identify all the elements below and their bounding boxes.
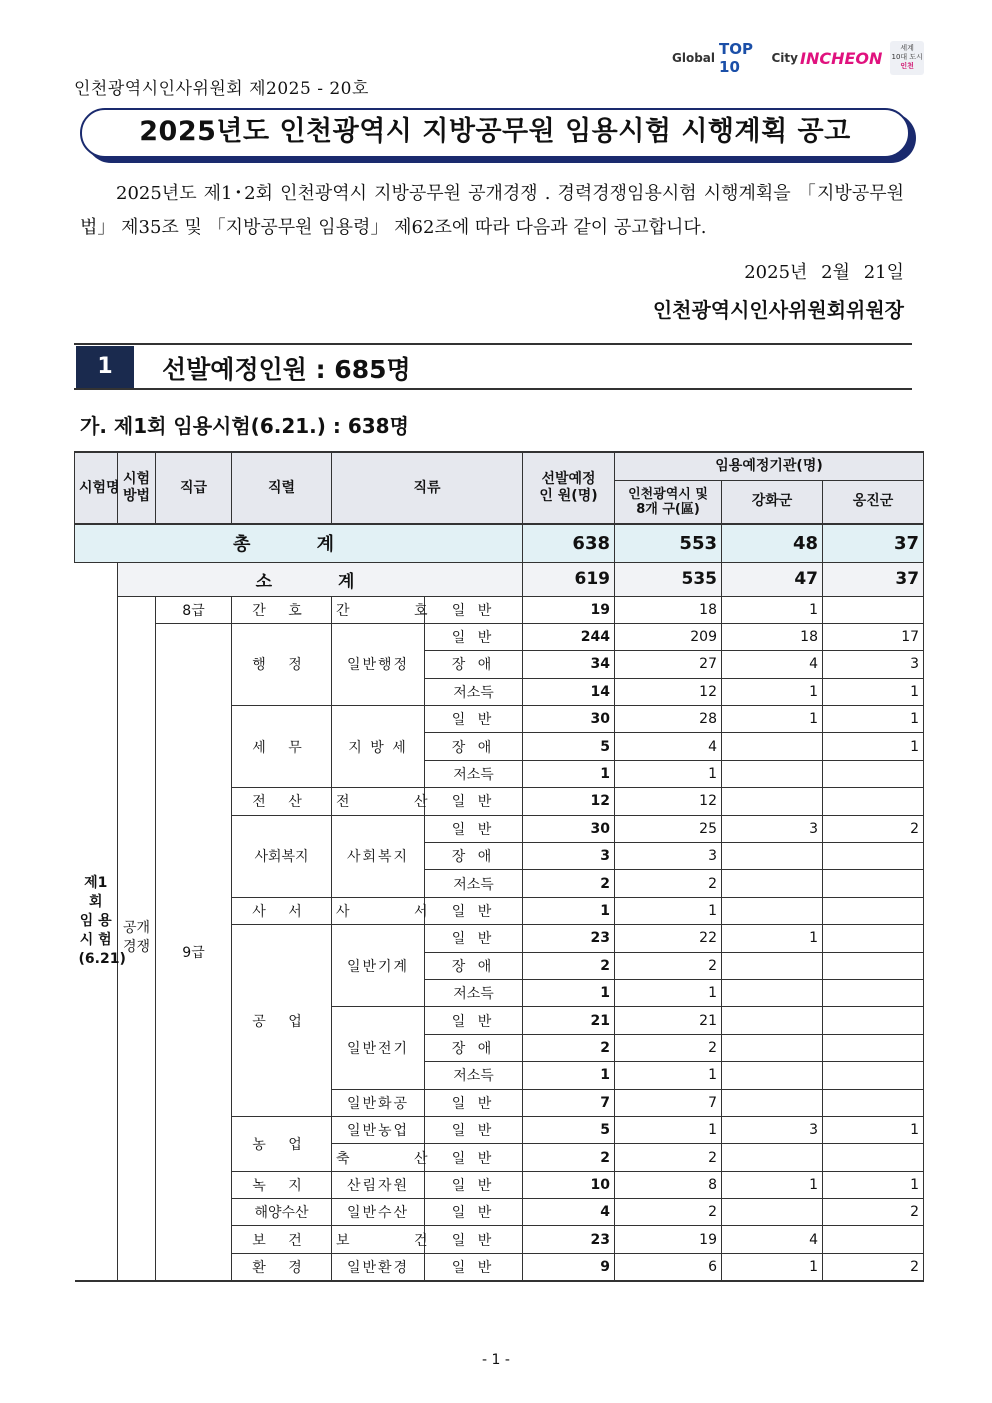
header-incheon: 인천광역시 및 8개 구(區) (615, 480, 722, 524)
category-cell: 일반행정 (332, 623, 425, 705)
ganghwa-cell (722, 897, 823, 924)
section-title: 선발예정인원 : 685명 (162, 355, 411, 384)
type-cell: 장 애 (425, 651, 523, 678)
incheon-cell: 7 (615, 1089, 722, 1116)
total-ongjin: 37 (823, 524, 924, 562)
notice-number: 인천광역시인사위원회 제2025 - 20호 (74, 79, 369, 99)
planned-cell: 7 (523, 1089, 615, 1116)
category-cell: 일반화공 (332, 1089, 425, 1116)
ongjin-cell (823, 952, 924, 979)
ganghwa-cell: 1 (722, 1171, 823, 1198)
category-cell: 지 방 세 (332, 706, 425, 788)
ganghwa-cell: 4 (722, 1226, 823, 1253)
type-cell: 일 반 (425, 1089, 523, 1116)
signer: 인천광역시인사위원회위원장 (652, 298, 904, 322)
subtotal-label: 소 계 (118, 562, 523, 596)
type-cell: 저소득 (425, 760, 523, 787)
category-cell: 전 산 (332, 788, 425, 815)
ongjin-cell: 17 (823, 623, 924, 650)
type-cell: 저소득 (425, 870, 523, 897)
ongjin-cell: 1 (823, 1171, 924, 1198)
planned-cell: 1 (523, 760, 615, 787)
ongjin-cell: 3 (823, 651, 924, 678)
subtotal-incheon: 535 (615, 562, 722, 596)
table-row (75, 623, 924, 650)
type-cell: 저소득 (425, 678, 523, 705)
planned-cell: 12 (523, 788, 615, 815)
incheon-cell: 28 (615, 706, 722, 733)
intro-paragraph: 2025년도 제1･2회 인천광역시 지방공무원 공개경쟁 . 경력경쟁임용시험 시행계획을 「지방공무원법」 제35조 및 「지방공무원 임용령」 제62조에 따라 다음과 같이 공고합니다. (80, 183, 904, 238)
category-cell: 일반기계 (332, 925, 425, 1007)
type-cell: 일 반 (425, 623, 523, 650)
ganghwa-cell (722, 1144, 823, 1171)
incheon-cell: 12 (615, 678, 722, 705)
ongjin-cell (823, 1226, 924, 1253)
planned-cell: 5 (523, 733, 615, 760)
header-ganghwa: 강화군 (722, 480, 823, 524)
header-method: 시험 방법 (118, 452, 156, 524)
series-cell: 사 서 (232, 897, 332, 924)
type-cell: 장 애 (425, 843, 523, 870)
badge-line-3: 인천 (900, 62, 914, 70)
planned-cell: 14 (523, 678, 615, 705)
logo-badge (890, 41, 924, 75)
series-cell: 보 건 (232, 1226, 332, 1253)
incheon-cell: 12 (615, 788, 722, 815)
ganghwa-cell (722, 1062, 823, 1089)
incheon-cell: 1 (615, 760, 722, 787)
ganghwa-cell (722, 870, 823, 897)
category-cell: 간 호 (332, 596, 425, 623)
incheon-cell: 4 (615, 733, 722, 760)
planned-cell: 23 (523, 1226, 615, 1253)
logo-global: Global (672, 51, 716, 65)
subtotal-row (75, 562, 924, 596)
incheon-cell: 19 (615, 1226, 722, 1253)
method-cell: 공개 경쟁 (118, 596, 156, 1281)
total-row (75, 524, 924, 562)
ganghwa-cell (722, 760, 823, 787)
planned-cell: 3 (523, 843, 615, 870)
type-cell: 일 반 (425, 1007, 523, 1034)
category-cell: 일반전기 (332, 1007, 425, 1089)
type-cell: 일 반 (425, 596, 523, 623)
ongjin-cell: 1 (823, 733, 924, 760)
type-cell: 장 애 (425, 1034, 523, 1061)
incheon-cell: 2 (615, 952, 722, 979)
series-cell: 사회복지 (232, 815, 332, 897)
ganghwa-cell (722, 843, 823, 870)
section-rule-bottom (74, 388, 912, 390)
grade-cell: 9급 (156, 623, 232, 1280)
incheon-cell: 6 (615, 1253, 722, 1280)
ganghwa-cell: 1 (722, 925, 823, 952)
planned-cell: 2 (523, 1034, 615, 1061)
incheon-cell: 21 (615, 1007, 722, 1034)
ganghwa-cell (722, 788, 823, 815)
type-cell: 일 반 (425, 815, 523, 842)
planned-cell: 30 (523, 706, 615, 733)
ongjin-cell: 2 (823, 1253, 924, 1280)
incheon-cell: 2 (615, 1199, 722, 1226)
planned-cell: 19 (523, 596, 615, 623)
type-cell: 일 반 (425, 1116, 523, 1143)
planned-cell: 10 (523, 1171, 615, 1198)
type-cell: 일 반 (425, 1199, 523, 1226)
ganghwa-cell (722, 1007, 823, 1034)
planned-cell: 4 (523, 1199, 615, 1226)
incheon-cell: 1 (615, 1062, 722, 1089)
header-planned: 선발예정 인 원(명) (523, 452, 615, 524)
total-planned: 638 (523, 524, 615, 562)
planned-cell: 21 (523, 1007, 615, 1034)
total-ganghwa: 48 (722, 524, 823, 562)
exam-name-cell: 제1회 임 용 시 험 (6.21) (75, 562, 118, 1281)
type-cell: 일 반 (425, 897, 523, 924)
incheon-cell: 1 (615, 1116, 722, 1143)
ongjin-cell (823, 925, 924, 952)
planned-cell: 5 (523, 1116, 615, 1143)
incheon-cell: 8 (615, 1171, 722, 1198)
category-cell: 산림자원 (332, 1171, 425, 1198)
header-series: 직렬 (232, 452, 332, 524)
incheon-cell: 3 (615, 843, 722, 870)
ganghwa-cell: 1 (722, 1253, 823, 1280)
recruitment-table (74, 451, 924, 1282)
planned-cell: 30 (523, 815, 615, 842)
series-cell: 행 정 (232, 623, 332, 705)
badge-line-1: 세계 (900, 44, 914, 52)
ganghwa-cell (722, 1199, 823, 1226)
incheon-cell: 209 (615, 623, 722, 650)
planned-cell: 2 (523, 870, 615, 897)
ganghwa-cell: 1 (722, 596, 823, 623)
category-cell: 사 서 (332, 897, 425, 924)
type-cell: 일 반 (425, 1253, 523, 1280)
series-cell: 공 업 (232, 925, 332, 1117)
ganghwa-cell: 3 (722, 1116, 823, 1143)
planned-cell: 244 (523, 623, 615, 650)
logo-city: City (771, 51, 798, 65)
incheon-cell: 25 (615, 815, 722, 842)
ongjin-cell: 1 (823, 706, 924, 733)
type-cell: 장 애 (425, 733, 523, 760)
header-agency: 임용예정기관(명) (615, 452, 924, 480)
ongjin-cell (823, 843, 924, 870)
grade-cell: 8급 (156, 596, 232, 623)
category-cell: 일반농업 (332, 1116, 425, 1143)
ganghwa-cell: 1 (722, 706, 823, 733)
series-cell: 농 업 (232, 1116, 332, 1171)
planned-cell: 2 (523, 1144, 615, 1171)
ongjin-cell (823, 760, 924, 787)
ongjin-cell (823, 1034, 924, 1061)
series-cell: 해양수산 (232, 1199, 332, 1226)
subtotal-ongjin: 37 (823, 562, 924, 596)
series-cell: 녹 지 (232, 1171, 332, 1198)
planned-cell: 34 (523, 651, 615, 678)
ongjin-cell: 2 (823, 815, 924, 842)
notice-date: 2025년 2월 21일 (744, 262, 904, 283)
ongjin-cell (823, 596, 924, 623)
planned-cell: 2 (523, 952, 615, 979)
ganghwa-cell: 3 (722, 815, 823, 842)
type-cell: 장 애 (425, 952, 523, 979)
ganghwa-cell (722, 1089, 823, 1116)
subtotal-planned: 619 (523, 562, 615, 596)
type-cell: 일 반 (425, 1226, 523, 1253)
series-cell: 간 호 (232, 596, 332, 623)
ongjin-cell (823, 1089, 924, 1116)
badge-line-2: 10대 도시 (891, 53, 923, 61)
ongjin-cell (823, 1144, 924, 1171)
logo-top10: TOP 10 (719, 40, 753, 76)
incheon-cell: 1 (615, 897, 722, 924)
ganghwa-cell: 18 (722, 623, 823, 650)
incheon-cell: 2 (615, 870, 722, 897)
ganghwa-cell (722, 1034, 823, 1061)
header-grade: 직급 (156, 452, 232, 524)
type-cell: 저소득 (425, 979, 523, 1006)
table-row (75, 596, 924, 623)
series-cell: 전 산 (232, 788, 332, 815)
type-cell: 일 반 (425, 1171, 523, 1198)
header-exam: 시험명 (75, 452, 118, 524)
planned-cell: 23 (523, 925, 615, 952)
ganghwa-cell (722, 979, 823, 1006)
ongjin-cell (823, 1062, 924, 1089)
ongjin-cell: 1 (823, 1116, 924, 1143)
type-cell: 일 반 (425, 788, 523, 815)
ganghwa-cell: 1 (722, 678, 823, 705)
planned-cell: 9 (523, 1253, 615, 1280)
ganghwa-cell (722, 733, 823, 760)
type-cell: 일 반 (425, 706, 523, 733)
type-cell: 일 반 (425, 925, 523, 952)
incheon-cell: 2 (615, 1034, 722, 1061)
ongjin-cell: 1 (823, 678, 924, 705)
planned-cell: 1 (523, 897, 615, 924)
total-label: 총 계 (75, 524, 523, 562)
section-number: 1 (76, 346, 134, 388)
planned-cell: 1 (523, 979, 615, 1006)
planned-cell: 1 (523, 1062, 615, 1089)
header-ongjin: 옹진군 (823, 480, 924, 524)
category-cell: 보 건 (332, 1226, 425, 1253)
page-number: - 1 - (482, 1352, 510, 1368)
subsection-title: 가. 제1회 임용시험(6.21.) : 638명 (80, 414, 409, 438)
incheon-cell: 18 (615, 596, 722, 623)
header-category: 직류 (332, 452, 523, 524)
incheon-cell: 22 (615, 925, 722, 952)
ongjin-cell (823, 897, 924, 924)
total-incheon: 553 (615, 524, 722, 562)
incheon-logo (672, 40, 924, 76)
ongjin-cell (823, 788, 924, 815)
category-cell: 일반수산 (332, 1199, 425, 1226)
type-cell: 일 반 (425, 1144, 523, 1171)
incheon-cell: 27 (615, 651, 722, 678)
series-cell: 환 경 (232, 1253, 332, 1280)
section-rule-top (74, 343, 912, 345)
ganghwa-cell (722, 952, 823, 979)
category-cell: 축 산 (332, 1144, 425, 1171)
series-cell: 세 무 (232, 706, 332, 788)
ongjin-cell: 2 (823, 1199, 924, 1226)
category-cell: 일반환경 (332, 1253, 425, 1280)
ganghwa-cell: 4 (722, 651, 823, 678)
type-cell: 저소득 (425, 1062, 523, 1089)
ongjin-cell (823, 870, 924, 897)
incheon-cell: 1 (615, 979, 722, 1006)
logo-incheon: INCHEON (799, 48, 883, 68)
category-cell: 사회복지 (332, 815, 425, 897)
incheon-cell: 2 (615, 1144, 722, 1171)
ongjin-cell (823, 979, 924, 1006)
page-title: 2025년도 인천광역시 지방공무원 임용시험 시행계획 공고 (139, 116, 851, 147)
ongjin-cell (823, 1007, 924, 1034)
subtotal-ganghwa: 47 (722, 562, 823, 596)
